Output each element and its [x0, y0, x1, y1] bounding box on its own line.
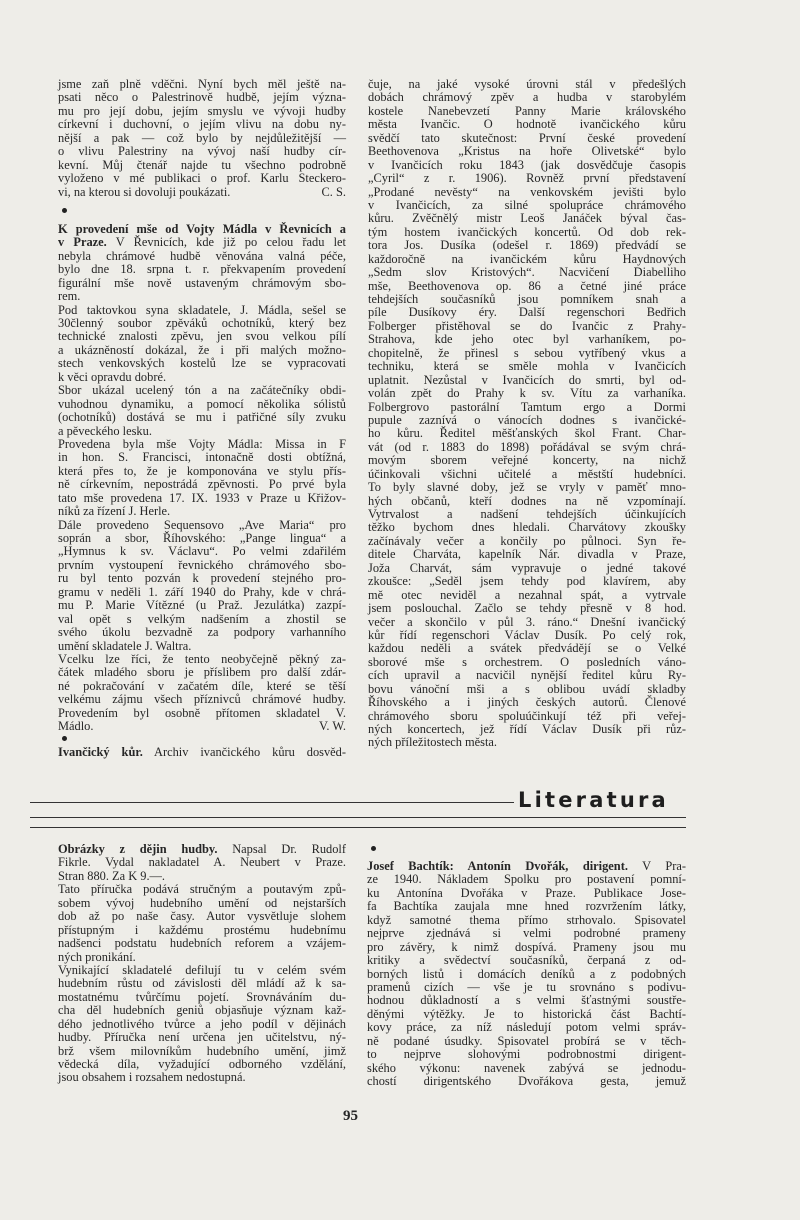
text-line — [58, 519, 346, 532]
bold-heading-text: Obrázky z dějin hudby. — [58, 842, 218, 856]
text-line — [368, 293, 686, 306]
text-line — [58, 1031, 346, 1044]
line-text: svého úkolu bezvadně za podpory varhanního — [58, 625, 346, 640]
line-text: ditele Charváta, kapelník Nár. divadla v Praze, — [368, 547, 686, 562]
text-line — [368, 710, 686, 723]
line-text: fa Bachtíka zaujala mne hned rozvržením látky, — [367, 899, 686, 914]
line-text: vuhodnou dynamiku, a pomocí několika sólistů — [58, 396, 346, 411]
paragraph — [58, 78, 346, 199]
text-line — [368, 696, 686, 709]
line-text: a pěveckého lesku. — [58, 423, 152, 438]
line-text: Mádlo. — [58, 719, 94, 734]
line-text: církevní i duchovní, o jejím vlivu na dobu ny- — [58, 117, 346, 132]
line-text: Folberger přistěhoval se do Ivančic z Prahy- — [368, 318, 686, 333]
text-line — [368, 226, 686, 239]
text-line — [368, 199, 686, 212]
paragraph — [368, 78, 686, 750]
line-text: ně církevním, nepostrádá zpěvnosti. Po prvé byla — [58, 477, 346, 492]
line-text: ku Antonína Dvořáka v Praze. Publikace Jose- — [367, 885, 686, 900]
line-text: hých občanů, kteří dodnes na ně vzpomínají. — [368, 493, 686, 508]
text-line — [58, 384, 346, 397]
line-text: hudebním růstu od závislosti děl mládí až k sa- — [58, 976, 346, 991]
text-line — [368, 320, 686, 333]
line-text: technické znalosti zpěvu, jen svou velkou pílí — [58, 329, 346, 344]
text-line — [58, 132, 346, 145]
page-number: 95 — [343, 1108, 358, 1124]
line-text: tato mše provedena 17. IX. 1933 v Praze u Křižov- — [58, 490, 346, 505]
text-line — [58, 451, 346, 464]
line-text: ského výkonu: navenek zabývá se jednodu- — [367, 1060, 686, 1075]
line-text: „Hymnus k sv. Václavu“. Po velmi zdařilém — [58, 544, 346, 559]
line-text: Pod taktovkou syna skladatele, J. Mádla, sešel se — [58, 302, 346, 317]
text-line — [58, 145, 346, 158]
line-text: Provedena byla mše Vojty Mádla: Missa in F — [58, 436, 346, 451]
text-line — [58, 411, 346, 424]
line-text: Tato příručka podává stručným a poutavým způ- — [58, 882, 346, 897]
paragraph — [58, 883, 346, 964]
line-text: mu P. Marie Vítězné (u Praž. Jezulátka) zazpí- — [58, 598, 346, 613]
line-text: Vynikající skladatelé defilují tu v celém svém — [58, 962, 346, 977]
text-line — [58, 653, 346, 666]
text-line — [58, 897, 346, 910]
line-text: gramu v neděli 1. září 1940 do Prahy, kde v chrá- — [58, 584, 346, 599]
text-line — [368, 454, 686, 467]
author-signature: C. S. — [321, 184, 346, 199]
text-line — [58, 532, 346, 545]
line-text: V Pra- — [627, 859, 686, 873]
text-line — [368, 441, 686, 454]
line-text: dob až po naše časy. Autor vysvětluje slohem — [58, 909, 346, 924]
line-text: Dále provedeno Sequensovo „Ave Maria“ pro — [58, 517, 346, 532]
text-line — [58, 478, 346, 491]
text-line — [58, 572, 346, 585]
line-text: bovu vánoční mši a s oblibou uvádí skladby — [368, 681, 686, 696]
text-line — [367, 860, 686, 873]
line-text: brž všem milovníkům hudebního umění, jimž — [58, 1043, 346, 1058]
line-text: pramenů cizích — vše je tu srovnáno s podivu- — [367, 979, 686, 994]
text-line — [368, 548, 686, 561]
top-right-column — [368, 78, 686, 750]
line-text: uplatnit. Nezůstal v Ivančicích do smrti, byl od- — [368, 372, 686, 387]
text-line — [58, 304, 346, 317]
text-line — [58, 680, 346, 693]
text-line — [368, 414, 686, 427]
text-line — [368, 562, 686, 575]
line-text: mu pro její dobu, jejím smyslu ve vývoji hudby — [58, 103, 346, 118]
text-line — [58, 720, 346, 733]
text-line — [58, 505, 346, 518]
text-line — [58, 438, 346, 451]
text-line — [368, 521, 686, 534]
text-line — [368, 280, 686, 293]
text-line — [367, 1048, 686, 1061]
line-text: jsem poslouchal. Začlo se tehdy přesně v 8 hod. — [368, 601, 686, 616]
line-text: ných koncertech, jež řídí Václav Dusík při růz- — [368, 722, 686, 736]
line-text: tora Jos. Dusíka (odešel r. 1869) předvádí se — [368, 238, 686, 253]
line-text: vát (od r. 1883 do 1898) pořádával se svým chrá- — [368, 439, 686, 454]
text-line — [368, 401, 686, 414]
bottom-left-column — [58, 843, 346, 1085]
text-line — [368, 723, 686, 736]
text-line — [368, 253, 686, 266]
text-line — [58, 492, 346, 505]
line-text: cích upravil a nacvičil nynější ředitel kůru Ry- — [368, 668, 686, 683]
line-text: Beethovenova „Kristus na hoře Olivetské“ bylo — [368, 144, 686, 159]
line-text: kevní. Můj čtenář najde tu všechno podrobně — [58, 157, 346, 172]
line-text: rem. — [58, 289, 81, 304]
line-text: dobách chrámový zpěv a hudba v starobylém — [368, 90, 686, 105]
text-line — [368, 239, 686, 252]
text-line — [368, 306, 686, 319]
text-line — [367, 1062, 686, 1075]
line-text: nejprve zjednává si velmi podrobné prameny — [367, 926, 686, 941]
line-text: Stran 880. Za K 9.—. — [58, 868, 166, 883]
line-text: kůru. Zvěčnělý mistr Leoš Janáček býval čas- — [368, 211, 686, 226]
author-signature: V. W. — [319, 719, 346, 734]
text-line — [367, 873, 686, 886]
line-text: umění skladatele J. Waltra. — [58, 638, 192, 653]
line-text: Říhovského a i jiných českých autorů. Členové — [368, 695, 686, 710]
line-text: večer a skončilo v půl 3. ráno.“ Dnešní ivančický — [368, 614, 686, 629]
text-line — [58, 559, 346, 572]
line-text: stech venkovských kostelů lze se vypracovati — [58, 356, 346, 371]
text-line — [58, 223, 346, 236]
text-line — [58, 425, 346, 438]
section-title: Literatura — [518, 788, 669, 812]
text-line — [58, 924, 346, 937]
line-text: každoročně na ivančickém kůru Haydnových — [368, 251, 686, 266]
paragraph — [58, 384, 346, 438]
bold-heading-text: K provedení mše od Vojty Mádla v Řevnicích a — [58, 221, 346, 236]
line-text: mě otec neviděl a nezahnal spát, a vytrvale — [368, 587, 686, 602]
text-line — [58, 707, 346, 720]
text-line — [58, 991, 346, 1004]
line-text: kostele Nanebevzetí Panny Marie královského — [368, 103, 686, 118]
line-text: cha děl hudebních geniů objasňuje význam kaž- — [58, 1003, 346, 1018]
text-line — [58, 91, 346, 104]
text-line — [58, 964, 346, 977]
text-line — [58, 951, 346, 964]
text-line — [368, 602, 686, 615]
text-line — [368, 78, 686, 91]
text-line — [58, 746, 346, 759]
line-text: tým hostem ivančických koncertů. Od dob rek- — [368, 224, 686, 239]
text-line — [58, 870, 346, 883]
text-line — [368, 629, 686, 642]
line-text: sobem vývoj hudebního umění od nejstarších — [58, 895, 346, 910]
line-text: sborové mše s orchestrem. O posledních váno- — [368, 654, 686, 669]
line-text: kritiky a svědectví současníků, čerpaná z od- — [367, 953, 686, 968]
text-line — [58, 263, 346, 276]
line-text: hodnou důkladností a s velmi šťastnými soustře- — [367, 993, 686, 1008]
text-line — [368, 132, 686, 145]
text-line — [58, 172, 346, 185]
line-text: „Prodané nevěsty“ na venkovském jevišti bylo — [368, 184, 686, 199]
paragraph — [58, 653, 346, 734]
ornament-dot-icon — [371, 846, 376, 851]
line-text: každou neděli a svátek předvádějí se o Velké — [368, 641, 686, 656]
text-line — [58, 937, 346, 950]
bold-heading-text: v Praze. — [58, 235, 107, 250]
text-line — [58, 250, 346, 263]
line-text: ně podané úsudky. Spisovatel probírá se v těch- — [367, 1033, 686, 1048]
text-line — [368, 347, 686, 360]
line-text: mostatnému tvůrčímu pojetí. Srovnáváním du- — [58, 989, 346, 1004]
text-line — [367, 914, 686, 927]
divider-rule — [30, 827, 686, 828]
paragraph — [367, 860, 686, 1088]
text-line — [368, 616, 686, 629]
ornament-dot-icon — [62, 208, 67, 213]
text-line — [58, 545, 346, 558]
line-text: k věci opravdu dobré. — [58, 369, 167, 384]
line-text: jsme zaň plně vděčni. Nyní bych měl ještě na- — [58, 77, 346, 91]
text-line — [58, 317, 346, 330]
line-text: psati něco o Palestrinově hudbě, jejím význa- — [58, 90, 346, 105]
text-line — [367, 1075, 686, 1088]
text-line — [58, 277, 346, 290]
text-line — [58, 344, 346, 357]
line-text: mše, Beethovenova op. 86 a četné jiné práce — [368, 278, 686, 293]
line-text: vědecká díla, vyžadující odborného vzdělání, — [58, 1057, 346, 1071]
text-line — [368, 360, 686, 373]
line-text: v Ivančicích, za silné spolupráce chrámového — [368, 197, 686, 212]
line-text: Sbor ukázal ucelený tón a na začátečníky obdi- — [58, 383, 346, 398]
line-text: bylo dne 18. srpna t. r. překvapením provedení — [58, 262, 346, 277]
text-line — [58, 186, 346, 199]
paragraph — [58, 304, 346, 385]
text-line — [58, 977, 346, 990]
text-line — [368, 145, 686, 158]
line-text: figurální mše nově ustaveným chrámovým sbo- — [58, 275, 346, 290]
line-text: chrámového sboru spoluúčinkují též při veřej- — [368, 708, 686, 723]
paragraph — [58, 746, 346, 759]
line-text: ho kůru. Ředitel měšťanských škol Frant. Char- — [368, 426, 686, 441]
text-line — [368, 105, 686, 118]
line-text: borných listů i domácích deníků a z podobných — [367, 966, 686, 981]
text-line — [368, 333, 686, 346]
bold-heading-text: Ivančický kůr. — [58, 744, 143, 759]
text-line — [367, 1035, 686, 1048]
text-line — [367, 1008, 686, 1021]
line-text: ných pronikání. — [58, 949, 136, 964]
text-line — [58, 1018, 346, 1031]
text-line — [58, 236, 346, 249]
text-line — [58, 330, 346, 343]
ornament-dot-icon — [62, 736, 67, 741]
line-text: ru byl tento pozván k provedení stejného pro- — [58, 571, 346, 586]
line-text: která přes to, že je komponována ve stylu přís- — [58, 463, 346, 478]
text-line — [58, 118, 346, 131]
paragraph — [58, 843, 346, 883]
text-line — [368, 669, 686, 682]
line-text: kůr řídí regenschori Václav Dusík. Po celý rok, — [368, 627, 686, 642]
line-text: nější a pak — což bylo by nejdůležitější — — [58, 130, 346, 145]
line-text: To byly slavné doby, jež se vryly v paměť mno- — [368, 480, 686, 495]
line-text: čuje, na jaké vysoké úrovni stál v předešlých — [368, 77, 686, 91]
text-line — [368, 159, 686, 172]
line-text: vyloženo v mé publikaci o prof. Karlu Steckero- — [58, 171, 346, 186]
text-line — [367, 927, 686, 940]
text-line — [368, 387, 686, 400]
bottom-right-column — [367, 860, 686, 1088]
divider-rule — [30, 802, 514, 803]
text-line — [368, 266, 686, 279]
text-line — [58, 910, 346, 923]
line-text: volán zpět do Prahy k sv. Vítu za varhaníka. — [368, 386, 686, 401]
text-line — [368, 642, 686, 655]
line-text: movým sborem veřejné koncerty, na nichž — [368, 453, 686, 468]
text-line — [367, 968, 686, 981]
line-text: města Ivančic. O hodnotě ivančického kůru — [368, 117, 686, 132]
line-text: ze 1940. Nákladem Spolku pro postavení pomní- — [367, 872, 686, 887]
line-text: V Řevnicích, kde již po celou řadu let — [106, 235, 346, 250]
line-text: Folbergrovo pastorální Tamtum ergo a Dormi — [368, 399, 686, 414]
line-text: vi, na kterou si dovoluji poukázati. — [58, 184, 231, 199]
line-text: 30členný soubor zpěváků ochotníků, který bez — [58, 316, 346, 330]
text-line — [58, 1004, 346, 1017]
text-line — [58, 640, 346, 653]
line-text: píle Dusíkovy éry. Další regenschori Bedřich — [368, 305, 686, 320]
line-text: soprán a sbor, Říhovského: „Pange lingua“ a — [58, 531, 346, 545]
line-text: čátek mladého sboru je příslibem pro další zdár- — [58, 665, 346, 680]
line-text: techniku, která se směle mohla v Ivančicích — [368, 359, 686, 374]
paragraph — [58, 438, 346, 519]
text-line — [368, 495, 686, 508]
line-text: „Cyril“ z r. 1906). Rovněž první představení — [368, 171, 686, 186]
line-text: chopitelně, že přinesl s sebou vytříbený vkus a — [368, 345, 686, 360]
line-text: nebyla chrámové hudbě věnována valná péče, — [58, 248, 346, 263]
line-text: né pokračování v začatém díle, které se těší — [58, 678, 346, 693]
text-line — [367, 900, 686, 913]
text-line — [368, 468, 686, 481]
top-left-column — [58, 78, 346, 759]
line-text: svědčí tato skutečnost: První české provedení — [368, 130, 686, 145]
paragraph — [58, 519, 346, 653]
text-line — [367, 994, 686, 1007]
text-line — [367, 941, 686, 954]
line-text: o vlivu Palestriny na vývoj naší hudby cír- — [58, 144, 346, 159]
text-line — [367, 981, 686, 994]
line-text: těžko bychom dnes hledali. Charvátovy zkoušky — [368, 520, 686, 535]
text-line — [58, 843, 346, 856]
line-text: (ochotníků) dostává se mu i patřičné síly zvuku — [58, 410, 346, 425]
line-text: ných příležitostech města. — [368, 735, 498, 750]
line-text: níků za řízení J. Herle. — [58, 504, 171, 519]
line-text: Provedením byl osobně přítomen skladatel V. — [58, 705, 346, 720]
line-text: Vytrvalost a nadšení tehdejších účinkujících — [368, 507, 686, 521]
line-text: jsou obsahem i rozsahem nedostupná. — [58, 1070, 246, 1085]
text-line — [368, 212, 686, 225]
text-line — [368, 575, 686, 588]
text-line — [58, 626, 346, 639]
text-line — [58, 666, 346, 679]
line-text: nadšenci podstatu hudebních reforem a vzájem- — [58, 936, 346, 951]
text-line — [58, 599, 346, 612]
text-line — [58, 371, 346, 384]
text-line — [58, 290, 346, 303]
line-text: Napsal Dr. Rudolf — [217, 842, 346, 856]
line-text: in hon. S. Francisci, intonačně dosti obtížná, — [58, 450, 346, 465]
text-line — [58, 159, 346, 172]
text-line — [58, 693, 346, 706]
text-line — [368, 508, 686, 521]
text-line — [58, 465, 346, 478]
line-text: prvním vystoupení řevnického chrámového sbo- — [58, 557, 346, 572]
text-line — [368, 118, 686, 131]
line-text: přístupným i každému prostému hudebnímu — [58, 922, 346, 937]
line-text: to nejprve slohovými podrobnostmi dirigent- — [367, 1047, 686, 1062]
line-text: tehdejších současníků jsou pomníkem snah a — [368, 292, 686, 306]
text-line — [58, 1071, 346, 1084]
line-text: v Ivančicích roku 1843 (jak dosvědčuje časopis — [368, 157, 686, 172]
text-line — [58, 613, 346, 626]
text-line — [368, 656, 686, 669]
text-line — [368, 172, 686, 185]
text-line — [58, 398, 346, 411]
line-text: když samotné thema přímo strhovalo. Spisovatel — [367, 912, 686, 927]
text-line — [58, 883, 346, 896]
text-line — [368, 427, 686, 440]
text-line — [58, 586, 346, 599]
line-text: Joža Charvát, sám vypravuje o jedné takové — [368, 560, 686, 575]
line-text: val opět s velkým nadšením a zhostil se — [58, 611, 346, 626]
line-text: „Sedm slov Kristových“. Nacvičení Diabelliho — [368, 265, 686, 280]
text-line — [368, 736, 686, 749]
text-line — [368, 374, 686, 387]
text-line — [368, 535, 686, 548]
line-text: a ukázněností dokázal, že i při malých možno- — [58, 342, 346, 357]
line-text: Fikrle. Vydal nakladatel A. Neubert v Praze. — [58, 855, 346, 870]
line-text: hudby. Příručka není určena jen učitelstvu, ný- — [58, 1030, 346, 1045]
text-line — [58, 1058, 346, 1071]
line-text: Archiv ivančického kůru dosvěd- — [142, 744, 346, 759]
text-line — [368, 186, 686, 199]
bold-heading-text: Josef Bachtík: Antonín Dvořák, dirigent. — [367, 859, 628, 873]
text-line — [367, 954, 686, 967]
text-line — [368, 589, 686, 602]
line-text: chostí dirigentského Dvořákova gesta, jemuž — [367, 1074, 686, 1088]
line-text: účinkovali všichni učitelé a městští hudebníci. — [368, 466, 686, 481]
paragraph — [58, 964, 346, 1085]
text-line — [367, 887, 686, 900]
text-line — [58, 856, 346, 869]
line-text: začínávaly večer a končily po půlnoci. Syn ře- — [368, 533, 686, 548]
line-text: děnými výtěžky. Je to historická část Bachtí- — [367, 1006, 686, 1021]
line-text: Strahova, kde jeho otec byl varhaníkem, po- — [368, 332, 686, 347]
text-line — [58, 357, 346, 370]
text-line — [368, 91, 686, 104]
line-text: Vcelku lze říci, že tento neobyčejně pěkný za- — [58, 651, 346, 666]
text-line — [367, 1021, 686, 1034]
text-line — [368, 481, 686, 494]
text-line — [58, 78, 346, 91]
line-text: zkoušce: „Seděl jsem tehdy pod klavírem, aby — [368, 574, 686, 589]
line-text: velkému zájmu všech příznivců chrámové hudby. — [58, 692, 346, 707]
divider-rule — [30, 817, 686, 818]
line-text: pupule zaznívá o vánocích dodnes s ivančické- — [368, 412, 686, 427]
text-line — [58, 105, 346, 118]
text-line — [368, 683, 686, 696]
line-text: pro závěry, k nimž dospívá. Prameny jsou mu — [367, 939, 686, 954]
paragraph — [58, 223, 346, 304]
text-line — [58, 1045, 346, 1058]
line-text: dého jednotlivého tvůrce a jeho podíl v dějinách — [58, 1016, 346, 1031]
line-text: kovy práce, za níž následují potom velmi správ- — [367, 1020, 686, 1035]
